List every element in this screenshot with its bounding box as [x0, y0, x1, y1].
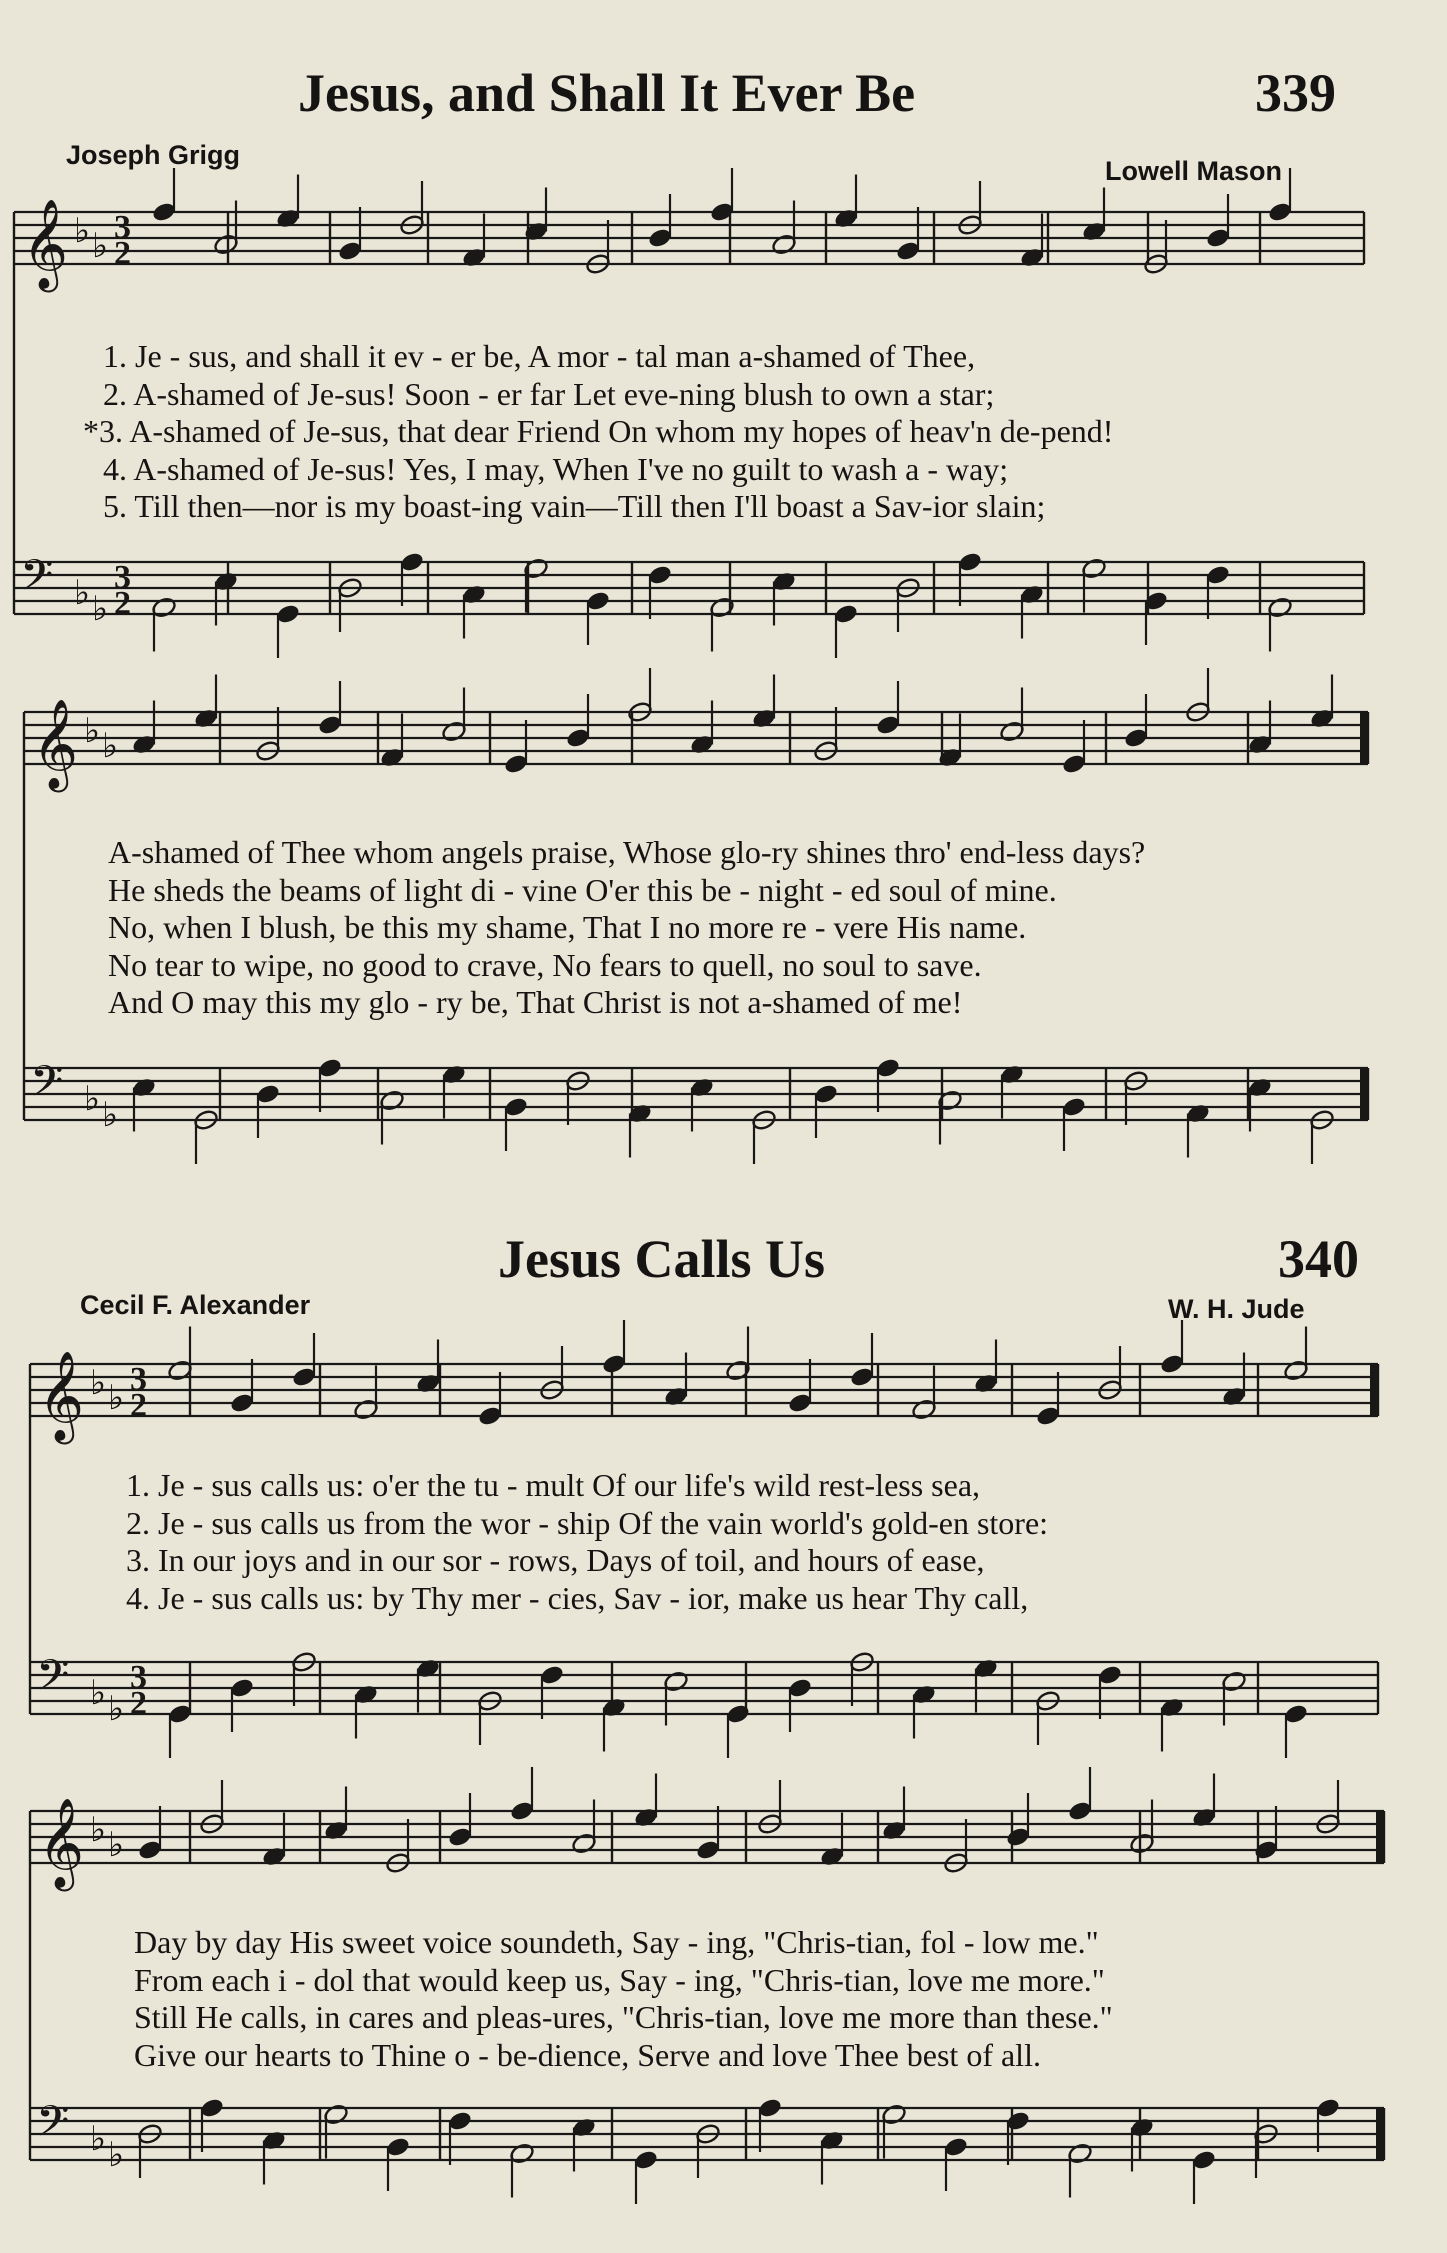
- flat-icon: ♭: [102, 726, 119, 766]
- flat-icon: ♭: [90, 1363, 107, 1403]
- verse-line: 4. Je - sus calls us: by Thy mer - cies, Sav - ior, make us hear Thy call,: [126, 1579, 1029, 1616]
- treble-clef-icon: 𝄞: [38, 1351, 85, 1441]
- flat-icon: ♭: [90, 1673, 107, 1713]
- verse-line: 1. Je - sus, and shall it ev - er be, A mor - tal man a-shamed of Thee,: [103, 338, 976, 374]
- treble-clef-icon: 𝄞: [22, 199, 69, 289]
- flat-icon: ♭: [102, 1095, 119, 1135]
- time-signature-bottom: 2: [130, 1685, 147, 1722]
- verse-line: 3. In our joys and in our sor - rows, Days of toil, and hours of ease,: [126, 1542, 985, 1578]
- bass-clef-icon: 𝄢: [20, 551, 54, 611]
- verse-line: From each i - dol that would keep us, Say - ing, "Chris-tian, love me more.": [134, 1961, 1105, 1998]
- bass-clef-icon: 𝄢: [30, 1057, 64, 1117]
- verse-line: 4. A-shamed of Je-sus! Yes, I may, When I've no guilt to wash a - way;: [103, 450, 1009, 487]
- flat-icon: ♭: [108, 1825, 125, 1865]
- final-barline: [1360, 712, 1367, 764]
- verse-block: [126, 1467, 1048, 1617]
- time-signature-bottom: 2: [114, 235, 131, 272]
- verse-line: 1. Je - sus calls us: o'er the tu - mult Of our life's wild rest-less sea,: [126, 1467, 981, 1503]
- treble-clef-icon: 𝄞: [38, 1798, 85, 1888]
- verse-line: *3. A-shamed of Je-sus, that dear Friend On whom my hopes of heav'n de-pend!: [83, 413, 1114, 449]
- flat-icon: ♭: [108, 1689, 125, 1729]
- verse-line: And O may this my glo - ry be, That Christ is not a-shamed of me!: [108, 984, 963, 1020]
- hymn-number: 340: [1278, 1229, 1359, 1289]
- flat-icon: ♭: [74, 211, 91, 251]
- verse-line: No, when I blush, be this my shame, That I no more re - vere His name.: [108, 909, 1027, 945]
- flat-icon: ♭: [90, 2119, 107, 2159]
- words-credit: Joseph Grigg: [66, 140, 241, 170]
- verse-block: [83, 338, 1114, 526]
- bass-clef-icon: 𝄢: [36, 2097, 70, 2157]
- hymn-title: Jesus Calls Us: [498, 1229, 826, 1289]
- final-barline: [1360, 1068, 1367, 1120]
- time-signature-top: 3: [114, 559, 131, 596]
- words-credit: Cecil F. Alexander: [80, 1290, 311, 1320]
- bass-clef-icon: 𝄢: [36, 1651, 70, 1711]
- time-signature-top: 3: [114, 209, 131, 246]
- verse-block: [134, 1924, 1113, 2074]
- flat-icon: ♭: [90, 1810, 107, 1850]
- hymn-number: 339: [1255, 63, 1336, 123]
- final-barline: [1376, 1811, 1383, 1863]
- verse-line: No tear to wipe, no good to crave, No fears to quell, no soul to save.: [108, 946, 982, 983]
- verse-line: Day by day His sweet voice soundeth, Say - ing, "Chris-tian, fol - low me.": [134, 1924, 1099, 1960]
- verse-line: Still He calls, in cares and pleas-ures, "Chris-tian, love me more than these.": [134, 1999, 1113, 2035]
- final-barline: [1376, 2108, 1383, 2160]
- verse-line: He sheds the beams of light di - vine O'er this be - night - ed soul of mine.: [108, 871, 1057, 908]
- verse-line: 2. A-shamed of Je-sus! Soon - er far Let eve-ning blush to own a star;: [103, 375, 995, 412]
- verse-line: Give our hearts to Thine o - be-dience, Serve and love Thee best of all.: [134, 2036, 1041, 2073]
- treble-clef-icon: 𝄞: [32, 699, 79, 789]
- flat-icon: ♭: [108, 2135, 125, 2175]
- hymn-title: Jesus, and Shall It Ever Be: [298, 63, 916, 123]
- flat-icon: ♭: [74, 573, 91, 613]
- music-credit: W. H. Jude: [1168, 1294, 1305, 1324]
- music-credit: Lowell Mason: [1105, 156, 1283, 186]
- final-barline: [1370, 1364, 1377, 1416]
- time-signature-top: 3: [130, 1659, 147, 1696]
- time-signature-bottom: 2: [114, 585, 131, 622]
- verse-block: [108, 834, 1145, 1022]
- flat-icon: ♭: [84, 1079, 101, 1119]
- flat-icon: ♭: [92, 226, 109, 266]
- verse-line: 2. Je - sus calls us from the wor - ship Of the vain world's gold-en store:: [126, 1504, 1049, 1541]
- time-signature-bottom: 2: [130, 1387, 147, 1424]
- verse-line: 5. Till then—nor is my boast-ing vain—Till then I'll boast a Sav-ior slain;: [103, 488, 1046, 524]
- flat-icon: ♭: [84, 711, 101, 751]
- flat-icon: ♭: [108, 1378, 125, 1418]
- verse-line: A-shamed of Thee whom angels praise, Whose glo-ry shines thro' end-less days?: [108, 834, 1146, 870]
- time-signature-top: 3: [130, 1361, 147, 1398]
- flat-icon: ♭: [92, 589, 109, 629]
